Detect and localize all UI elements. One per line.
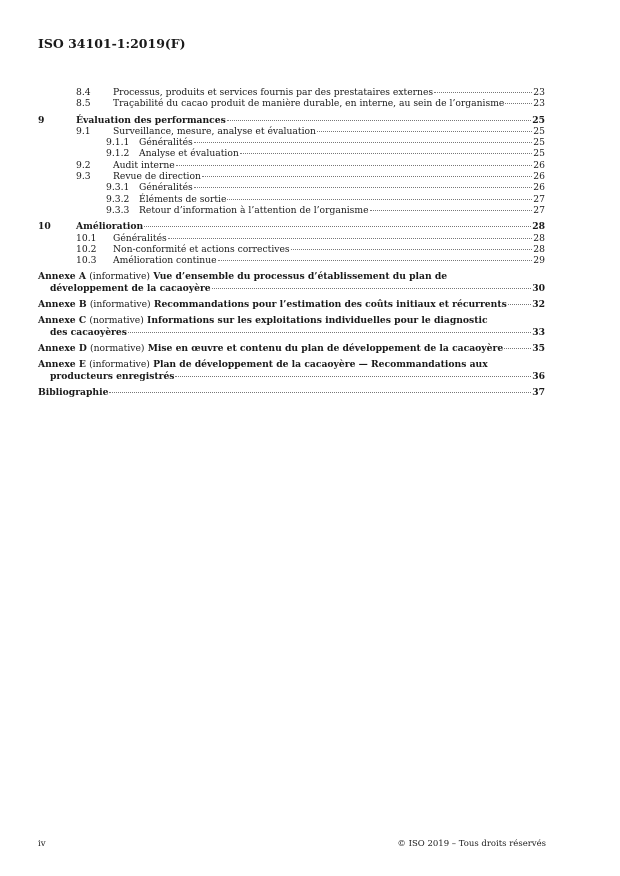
toc-entry-number: 10.2 (76, 243, 97, 255)
toc-entry[interactable] (38, 126, 545, 137)
toc-entry-number: 10 (38, 221, 51, 233)
toc-entry[interactable] (38, 115, 545, 126)
dot-leader (240, 153, 532, 154)
toc-entry-page: 23 (533, 87, 545, 98)
dot-leader (194, 187, 533, 188)
annex-title-line1: Vue d’ensemble du processus d’établissement du plan de (153, 271, 448, 283)
toc-entry-title: Processus, produits et services fournis par des prestataires externes (113, 87, 434, 98)
toc-entry-page: 27 (533, 204, 545, 216)
toc-entry-title: Amélioration (76, 221, 144, 233)
toc-entry-page: 27 (533, 193, 545, 205)
toc-entry-page: 28 (532, 221, 545, 233)
bibliography-entry[interactable] (38, 387, 545, 398)
toc-entry-number: 9.1.2 (106, 148, 130, 160)
dot-leader (434, 92, 532, 93)
toc-entry-page: 25 (533, 125, 545, 137)
toc-entry-title: Revue de direction (113, 171, 201, 183)
annex-entry[interactable] (38, 359, 545, 382)
toc-entry-title: Audit interne (113, 159, 175, 171)
toc-entry[interactable] (38, 194, 545, 205)
annex-label: Annexe C (38, 315, 87, 327)
dot-leader (227, 120, 531, 121)
toc-entry-title: Analyse et évaluation (139, 148, 239, 160)
table-of-contents (38, 87, 545, 398)
toc-entry[interactable] (38, 221, 545, 232)
annex-title-line2: des cacaoyères (50, 326, 127, 338)
toc-entry-title: Non-conformité et actions correctives (113, 243, 290, 255)
toc-entry-number: 9 (38, 114, 45, 126)
annex-entry[interactable] (38, 271, 545, 294)
toc-entry[interactable] (38, 148, 545, 159)
annex-label: Annexe A (38, 271, 86, 283)
toc-entry-title: Généralités (113, 232, 167, 244)
annex-title-line1: Recommandations pour l’estimation des coûts initiaux et récurrents (153, 299, 507, 311)
annex-title-line1: Plan de développement de la cacaoyère — Recommandations aux (153, 359, 488, 371)
annex-kind: (informative) (89, 271, 150, 283)
toc-entry-number: 9.2 (76, 159, 91, 171)
toc-entry[interactable] (38, 233, 545, 244)
toc-entry-page: 26 (533, 182, 545, 194)
annex-page: 33 (532, 326, 545, 338)
dot-leader (227, 199, 532, 200)
toc-entry-number: 9.3 (76, 171, 91, 183)
document-id-header: ISO 34101-1:2019(F) (38, 36, 186, 51)
dot-leader (176, 165, 533, 166)
toc-entry-number: 9.3.2 (106, 193, 130, 205)
toc-entry-page: 25 (533, 148, 545, 160)
dot-leader (212, 288, 532, 289)
dot-leader (505, 103, 532, 104)
toc-entry-number: 8.4 (76, 87, 91, 98)
annex-label: Annexe D (38, 342, 87, 354)
toc-entry-page: 25 (533, 137, 545, 149)
toc-entry-title: Éléments de sortie (139, 193, 227, 205)
dot-leader (291, 249, 533, 250)
dot-leader (168, 238, 533, 239)
annex-entry[interactable] (38, 299, 545, 310)
dot-leader (202, 176, 532, 177)
dot-leader (370, 210, 533, 211)
toc-entry-page: 28 (533, 243, 545, 255)
annex-title-line1: Mise en œuvre et contenu du plan de développement de la cacaoyère (147, 342, 504, 354)
toc-entry[interactable] (38, 160, 545, 171)
annex-page: 30 (532, 282, 545, 294)
page-number: iv (38, 839, 46, 849)
toc-entry-title: Surveillance, mesure, analyse et évaluation (113, 125, 316, 137)
annex-kind: (informative) (89, 359, 150, 371)
bibliography-title: Bibliographie (38, 386, 109, 398)
annex-title-line1: Informations sur les exploitations individuelles pour le diagnostic (147, 315, 488, 327)
bibliography-page: 37 (532, 386, 545, 398)
toc-entry-title: Amélioration continue (113, 255, 217, 267)
annex-entry[interactable] (38, 343, 545, 354)
toc-entry[interactable] (38, 87, 545, 98)
toc-entry[interactable] (38, 137, 545, 148)
annex-label: Annexe B (38, 299, 87, 311)
toc-entry-number: 9.3.3 (106, 204, 130, 216)
annex-kind: (normative) (90, 342, 145, 354)
dot-leader (317, 131, 532, 132)
annex-title-line2: producteurs enregistrés (50, 370, 175, 382)
dot-leader (508, 304, 531, 305)
toc-entry-number: 9.3.1 (106, 182, 130, 194)
annex-page: 36 (532, 370, 545, 382)
annex-entry[interactable] (38, 315, 545, 338)
dot-leader (218, 260, 533, 261)
toc-entry[interactable] (38, 98, 545, 109)
annex-kind: (normative) (89, 315, 144, 327)
dot-leader (194, 142, 533, 143)
dot-leader (504, 348, 531, 349)
toc-entry[interactable] (38, 171, 545, 182)
toc-entry-page: 25 (532, 114, 545, 126)
toc-entry[interactable] (38, 182, 545, 193)
annex-page: 35 (532, 342, 545, 354)
toc-entry-page: 29 (533, 255, 545, 267)
toc-entry-number: 10.1 (76, 232, 97, 244)
toc-entry-page: 28 (533, 232, 545, 244)
annex-label: Annexe E (38, 359, 86, 371)
toc-entry-number: 10.3 (76, 255, 97, 267)
toc-entry-title: Retour d’information à l’attention de l’organisme (139, 204, 369, 216)
dot-leader (128, 332, 531, 333)
toc-entry-title: Évaluation des performances (76, 114, 226, 126)
toc-entry-title: Traçabilité du cacao produit de manière durable, en interne, au sein de l’organisme (113, 98, 505, 110)
annex-title-line2: développement de la cacaoyère (50, 282, 211, 294)
toc-entry-title: Généralités (139, 182, 193, 194)
annex-kind: (informative) (89, 299, 151, 311)
toc-entry-number: 9.1.1 (106, 137, 130, 149)
toc-entry-page: 26 (533, 171, 545, 183)
annex-page: 32 (532, 299, 545, 311)
dot-leader (144, 226, 531, 227)
toc-entry[interactable] (38, 244, 545, 255)
copyright-notice: © ISO 2019 – Tous droits réservés (397, 839, 546, 849)
toc-entry-page: 23 (533, 98, 545, 110)
toc-entry[interactable] (38, 255, 545, 266)
toc-entry[interactable] (38, 205, 545, 216)
toc-entry-number: 8.5 (76, 98, 91, 110)
toc-entry-title: Généralités (139, 137, 193, 149)
toc-entry-page: 26 (533, 159, 545, 171)
dot-leader (109, 392, 531, 393)
dot-leader (175, 376, 531, 377)
toc-entry-number: 9.1 (76, 125, 91, 137)
